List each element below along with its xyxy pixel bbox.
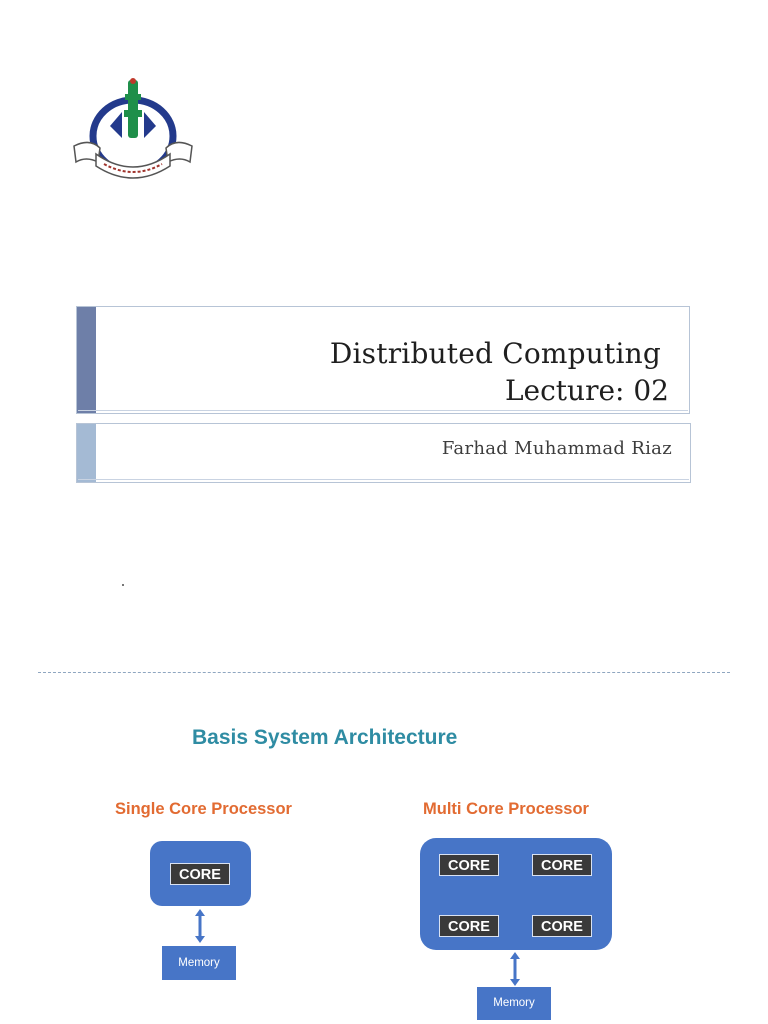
single-bus-arrow — [192, 908, 208, 944]
single-memory-block: Memory — [162, 946, 236, 980]
core-block: CORE — [532, 915, 592, 937]
slide-subtitle: Lecture: 02 — [504, 374, 669, 407]
author-name: Farhad Muhammad Riaz — [441, 438, 672, 459]
multi-memory-block: Memory — [477, 987, 551, 1020]
core-block: CORE — [439, 915, 499, 937]
architecture-diagram — [104, 712, 640, 1024]
multi-bus-arrow — [507, 951, 523, 987]
slide-title: Distributed Computing — [329, 337, 661, 370]
stray-mark — [122, 584, 124, 586]
single-core-processor — [150, 841, 251, 906]
author-block — [76, 423, 691, 483]
page-divider — [38, 672, 730, 673]
author-accent-bar — [77, 424, 96, 482]
title-block — [76, 306, 690, 414]
multi-core-heading: Multi Core Processor — [423, 800, 589, 818]
core-block: CORE — [532, 854, 592, 876]
diagram-title: Basis System Architecture — [192, 726, 458, 749]
core-block: CORE — [439, 854, 499, 876]
core-block: CORE — [170, 863, 230, 885]
title-accent-bar — [77, 307, 96, 413]
single-core-heading: Single Core Processor — [115, 800, 292, 818]
multi-core-processor — [420, 838, 612, 950]
university-logo — [70, 76, 196, 184]
